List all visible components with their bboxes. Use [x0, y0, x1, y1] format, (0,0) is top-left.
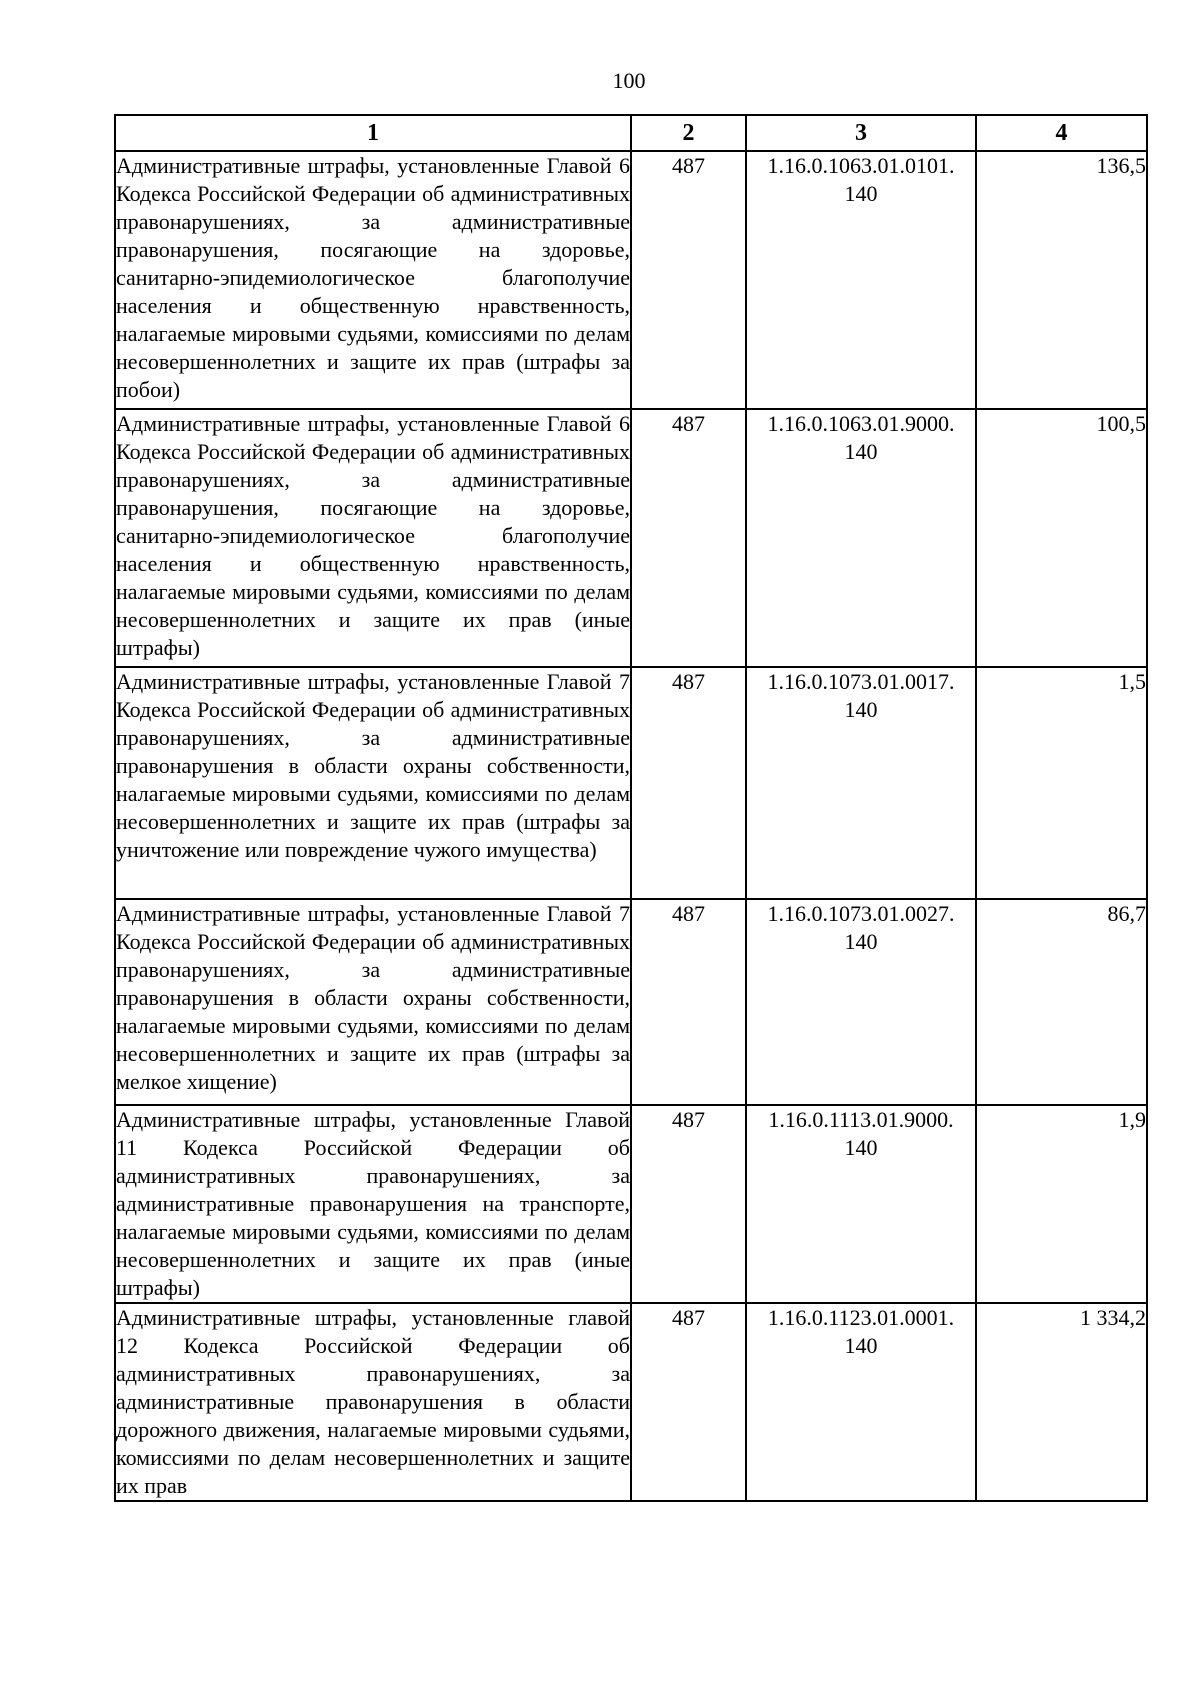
kbk-line-2: 140 [844, 697, 878, 722]
kbk-line-2: 140 [844, 1135, 878, 1160]
row-kbk [746, 1105, 976, 1303]
row-amount: 1 334,2 [976, 1303, 1147, 1501]
kbk-line-2: 140 [844, 181, 878, 206]
kbk-line-1: 1.16.0.1073.01.0027. [767, 901, 955, 926]
row-kbk [746, 409, 976, 667]
row-code: 487 [631, 667, 746, 899]
row-kbk [746, 667, 976, 899]
table-row [115, 899, 1147, 1105]
kbk-line-1: 1.16.0.1113.01.9000. [768, 1107, 954, 1132]
kbk-line-2: 140 [844, 1333, 878, 1358]
kbk-line-1: 1.16.0.1123.01.0001. [767, 1305, 955, 1330]
row-amount: 86,7 [976, 899, 1147, 1105]
row-kbk [746, 1303, 976, 1501]
table-row [115, 409, 1147, 667]
table-row [115, 151, 1147, 409]
row-code: 487 [631, 409, 746, 667]
table-row [115, 1303, 1147, 1501]
row-amount: 1,9 [976, 1105, 1147, 1303]
page-number: 100 [612, 68, 646, 93]
table-row [115, 667, 1147, 899]
row-description: Административные штрафы, установленные Главой 6 Кодекса Российской Федерации об административных правонарушениях, за административные правонарушения, посягающие на здоровье, санитарно-эпидемиологическое благополучие населения и общественную нравственность, налагаемые мировыми судьями, комиссиями по делам несовершеннолетних и защите их прав (штрафы за побои) [115, 151, 631, 409]
row-description: Административные штрафы, установленные Главой 7 Кодекса Российской Федерации об административных правонарушениях, за административные правонарушения в области охраны собственности, налагаемые мировыми судьями, комиссиями по делам несовершеннолетних и защите их прав (штрафы за мелкое хищение) [115, 899, 631, 1105]
row-code: 487 [631, 151, 746, 409]
row-kbk [746, 899, 976, 1105]
row-description: Административные штрафы, установленные главой 12 Кодекса Российской Федерации об административных правонарушениях, за административные правонарушения в области дорожного движения, налагаемые мировыми судьями, комиссиями по делам несовершеннолетних и защите их прав [115, 1303, 631, 1501]
table-row [115, 1105, 1147, 1303]
header-col-2: 2 [631, 115, 746, 151]
row-code: 487 [631, 899, 746, 1105]
row-description: Административные штрафы, установленные Главой 11 Кодекса Российской Федерации об административных правонарушениях, за административные правонарушения на транспорте, налагаемые мировыми судьями, комиссиями по делам несовершеннолетних и защите их прав (иные штрафы) [115, 1105, 631, 1303]
row-amount: 1,5 [976, 667, 1147, 899]
table-header-row [115, 115, 1147, 151]
row-code: 487 [631, 1105, 746, 1303]
header-col-3: 3 [746, 115, 976, 151]
row-description: Административные штрафы, установленные Главой 7 Кодекса Российской Федерации об административных правонарушениях, за административные правонарушения в области охраны собственности, налагаемые мировыми судьями, комиссиями по делам несовершеннолетних и защите их прав (штрафы за уничтожение или повреждение чужого имущества) [115, 667, 631, 899]
row-description: Административные штрафы, установленные Главой 6 Кодекса Российской Федерации об административных правонарушениях, за административные правонарушения, посягающие на здоровье, санитарно-эпидемиологическое благополучие населения и общественную нравственность, налагаемые мировыми судьями, комиссиями по делам несовершеннолетних и защите их прав (иные штрафы) [115, 409, 631, 667]
row-code: 487 [631, 1303, 746, 1501]
budget-table [114, 114, 1148, 1502]
kbk-line-1: 1.16.0.1073.01.0017. [767, 669, 955, 694]
kbk-line-1: 1.16.0.1063.01.0101. [767, 153, 955, 178]
row-amount: 136,5 [976, 151, 1147, 409]
header-col-1: 1 [115, 115, 631, 151]
kbk-line-2: 140 [844, 439, 878, 464]
header-col-4: 4 [976, 115, 1147, 151]
kbk-line-1: 1.16.0.1063.01.9000. [767, 411, 955, 436]
kbk-line-2: 140 [844, 929, 878, 954]
row-amount: 100,5 [976, 409, 1147, 667]
row-kbk [746, 151, 976, 409]
